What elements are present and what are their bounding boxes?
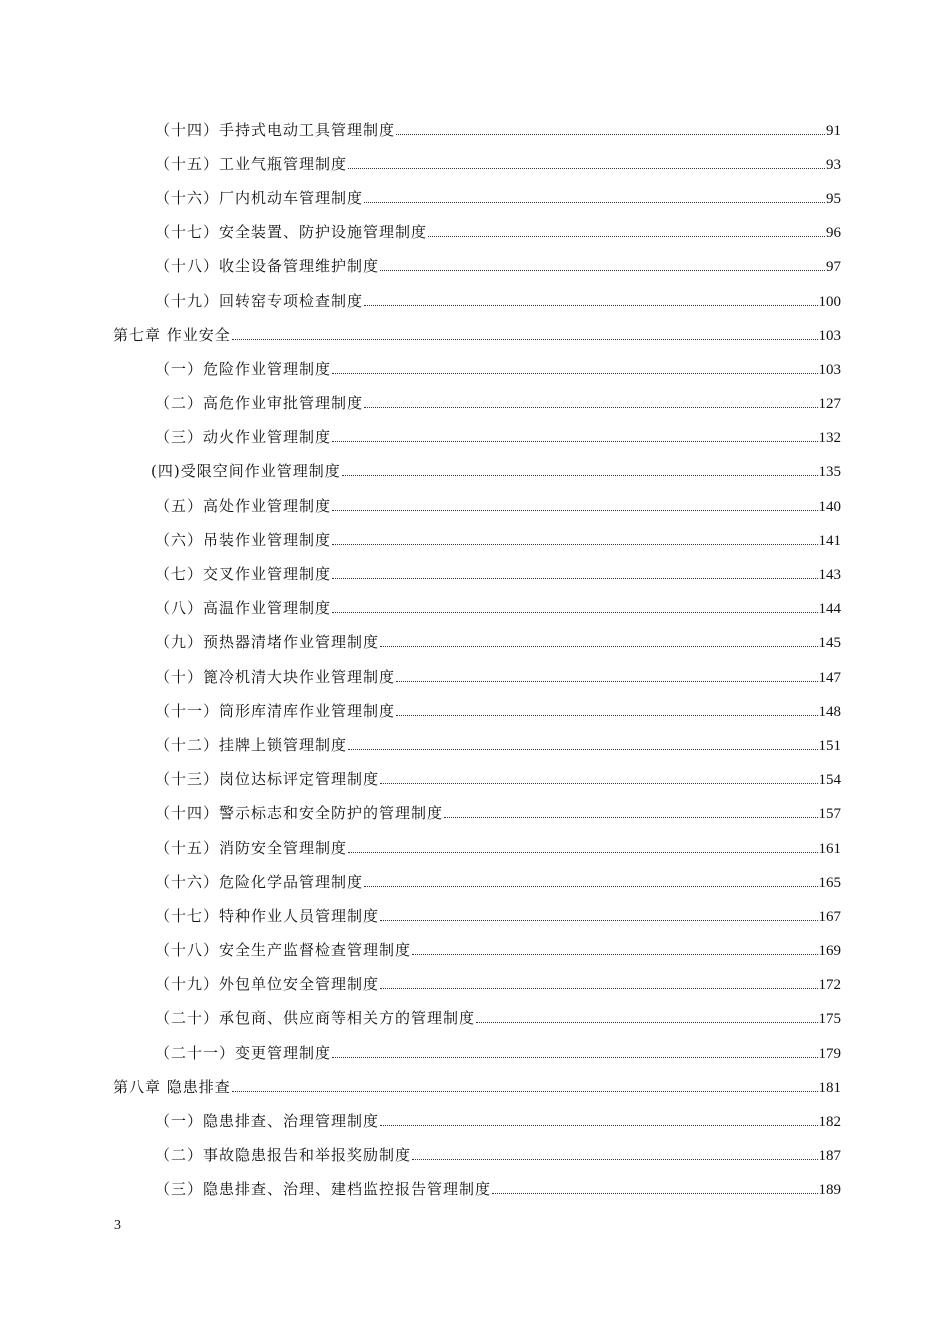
toc-entry-title: （十一）筒形库清库作业管理制度 [155, 701, 396, 720]
toc-entry-title: (四)受限空间作业管理制度 [151, 462, 341, 481]
toc-entry-title: （十二）挂牌上锁管理制度 [155, 735, 348, 754]
toc-entry-page: 135 [818, 464, 841, 481]
toc-entry-page: 169 [818, 943, 841, 960]
toc-entry-line [155, 222, 841, 243]
toc-entry-title: （十九）外包单位安全管理制度 [155, 975, 380, 994]
toc-section-entry[interactable] [0, 660, 950, 694]
toc-section-entry[interactable] [0, 694, 950, 728]
toc-entry-page: 95 [826, 190, 841, 207]
toc-dot-leader [332, 509, 817, 511]
toc-section-entry[interactable] [0, 968, 950, 1002]
toc-dot-leader [332, 543, 817, 545]
toc-dot-leader [380, 645, 817, 647]
toc-dot-leader [332, 611, 817, 613]
toc-section-entry[interactable] [0, 934, 950, 968]
toc-chapter-entry[interactable] [0, 1070, 950, 1104]
toc-entry-line [155, 803, 841, 824]
toc-section-entry[interactable] [0, 592, 950, 626]
toc-section-entry[interactable] [0, 387, 950, 421]
toc-entry-title: （七）交叉作业管理制度 [155, 565, 332, 584]
page-number: 3 [114, 1218, 121, 1233]
toc-entry-title: （九）预热器清堵作业管理制度 [155, 633, 380, 652]
toc-entry-page: 97 [826, 259, 841, 276]
toc-entry-line [155, 188, 841, 209]
toc-entry-line [155, 393, 841, 414]
toc-entry-line [113, 325, 841, 346]
toc-entry-line [155, 359, 841, 380]
toc-entry-page: 165 [818, 874, 841, 891]
toc-entry-line [155, 974, 841, 995]
toc-section-entry[interactable] [0, 1173, 950, 1207]
toc-dot-leader [492, 1192, 817, 1194]
toc-entry-line [155, 154, 841, 175]
toc-dot-leader [412, 953, 817, 955]
toc-entry-page: 161 [818, 840, 841, 857]
toc-entry-page: 93 [826, 156, 841, 173]
toc-entry-line [155, 906, 841, 927]
toc-dot-leader [444, 816, 817, 818]
toc-entry-page: 167 [818, 908, 841, 925]
toc-entry-page: 147 [818, 669, 841, 686]
toc-entry-page: 148 [818, 703, 841, 720]
toc-entry-line [155, 838, 841, 859]
toc-entry-page: 189 [818, 1182, 841, 1199]
toc-dot-leader [332, 577, 817, 579]
toc-dot-leader [332, 1056, 817, 1058]
toc-entry-title: 第七章 作业安全 [113, 325, 231, 344]
toc-entry-page: 103 [818, 361, 841, 378]
toc-entry-line [155, 1179, 841, 1200]
toc-dot-leader [364, 201, 825, 203]
toc-dot-leader [348, 851, 817, 853]
toc-entry-page: 154 [818, 772, 841, 789]
toc-entry-page: 181 [818, 1079, 841, 1096]
toc-chapter-entry[interactable] [0, 318, 950, 352]
toc-section-entry[interactable] [0, 797, 950, 831]
toc-dot-leader [232, 1090, 818, 1092]
toc-entry-line [155, 427, 841, 448]
toc-section-entry[interactable] [0, 181, 950, 215]
toc-entry-line [155, 667, 841, 688]
toc-entry-page: 175 [818, 1011, 841, 1028]
toc-section-entry[interactable] [0, 1104, 950, 1138]
toc-section-entry[interactable] [0, 831, 950, 865]
toc-dot-leader [396, 133, 825, 135]
toc-entry-page: 143 [818, 567, 841, 584]
toc-entry-title: （十）篦冷机清大块作业管理制度 [155, 667, 396, 686]
toc-entry-title: （一）隐患排查、治理管理制度 [155, 1112, 380, 1131]
toc-entry-page: 140 [818, 498, 841, 515]
toc-dot-leader [380, 1124, 817, 1126]
toc-dot-leader [348, 748, 817, 750]
toc-dot-leader [396, 714, 817, 716]
toc-entry-title: （五）高处作业管理制度 [155, 496, 332, 515]
toc-entry-page: 145 [818, 635, 841, 652]
toc-entry-line [155, 1043, 841, 1064]
toc-entry-title: （十六）危险化学品管理制度 [155, 872, 364, 891]
toc-entry-title: （十三）岗位达标评定管理制度 [155, 770, 380, 789]
toc-entry-line [151, 461, 841, 482]
toc-dot-leader [364, 304, 817, 306]
toc-entry-title: （十四）手持式电动工具管理制度 [155, 120, 396, 139]
toc-section-entry[interactable] [0, 1002, 950, 1036]
toc-entry-title: （三）隐患排查、治理、建档监控报告管理制度 [155, 1180, 492, 1199]
toc-entry-page: 100 [818, 293, 841, 310]
toc-dot-leader [232, 338, 818, 340]
toc-section-entry[interactable] [0, 728, 950, 762]
toc-entry-title: （十四）警示标志和安全防护的管理制度 [155, 804, 444, 823]
toc-dot-leader [364, 406, 817, 408]
toc-entry-title: （八）高温作业管理制度 [155, 599, 332, 618]
toc-entry-title: （十六）厂内机动车管理制度 [155, 188, 364, 207]
toc-entry-title: （二）高危作业审批管理制度 [155, 394, 364, 413]
toc-entry-line [155, 769, 841, 790]
toc-entry-line [155, 120, 841, 141]
toc-entry-page: 172 [818, 977, 841, 994]
toc-entry-title: （六）吊装作业管理制度 [155, 530, 332, 549]
toc-section-entry[interactable] [0, 421, 950, 455]
toc-section-entry[interactable] [0, 455, 950, 489]
toc-section-entry[interactable] [0, 899, 950, 933]
toc-section-entry[interactable] [0, 216, 950, 250]
toc-entry-page: 141 [818, 532, 841, 549]
toc-entry-title: （十八）安全生产监督检查管理制度 [155, 941, 412, 960]
toc-entry-title: （三）动火作业管理制度 [155, 428, 332, 447]
toc-dot-leader [332, 372, 817, 374]
toc-dot-leader [348, 167, 825, 169]
toc-entry-page: 144 [818, 601, 841, 618]
toc-entry-title: （十五）工业气瓶管理制度 [155, 154, 348, 173]
toc-section-entry[interactable] [0, 250, 950, 284]
toc-entry-page: 179 [818, 1045, 841, 1062]
toc-entry-page: 151 [818, 737, 841, 754]
toc-section-entry[interactable] [0, 557, 950, 591]
toc-dot-leader [364, 885, 817, 887]
toc-entry-page: 157 [818, 806, 841, 823]
toc-entry-page: 127 [818, 396, 841, 413]
toc-section-entry[interactable] [0, 626, 950, 660]
toc-entry-title: （二十一）变更管理制度 [155, 1043, 332, 1062]
toc-section-entry[interactable] [0, 352, 950, 386]
toc-entry-page: 132 [818, 430, 841, 447]
toc-section-entry[interactable] [0, 1139, 950, 1173]
toc-dot-leader [380, 269, 825, 271]
toc-entry-line [155, 632, 841, 653]
toc-dot-leader [380, 987, 817, 989]
toc-entry-line [155, 1008, 841, 1029]
toc-entry-page: 103 [818, 327, 841, 344]
toc-section-entry[interactable] [0, 489, 950, 523]
toc-entry-title: （二十）承包商、供应商等相关方的管理制度 [155, 1009, 476, 1028]
toc-section-entry[interactable] [0, 865, 950, 899]
toc-dot-leader [332, 440, 817, 442]
toc-entry-page: 182 [818, 1114, 841, 1131]
toc-section-entry[interactable] [0, 147, 950, 181]
toc-entry-title: （十八）收尘设备管理维护制度 [155, 257, 380, 276]
toc-section-entry[interactable] [0, 113, 950, 147]
toc-entry-page: 91 [826, 122, 841, 139]
toc-entry-line [155, 291, 841, 312]
toc-entry-title: 第八章 隐患排查 [113, 1077, 231, 1096]
toc-entry-line [155, 1111, 841, 1132]
toc-entry-title: （十九）回转窑专项检查制度 [155, 291, 364, 310]
toc-entry-title: （一）危险作业管理制度 [155, 359, 332, 378]
toc-entry-line [155, 256, 841, 277]
toc-entry-line [155, 735, 841, 756]
toc-dot-leader [476, 1021, 817, 1023]
toc-entry-line [155, 598, 841, 619]
toc-entry-page: 96 [826, 225, 841, 242]
toc-entry-line [155, 701, 841, 722]
toc-section-entry[interactable] [0, 284, 950, 318]
toc-entry-title: （十七）安全装置、防护设施管理制度 [155, 223, 428, 242]
toc-entry-line [155, 940, 841, 961]
toc-dot-leader [380, 919, 817, 921]
toc-entry-title: （十五）消防安全管理制度 [155, 838, 348, 857]
toc-entry-page: 187 [818, 1148, 841, 1165]
toc-entry-line [155, 872, 841, 893]
toc-entry-line [155, 564, 841, 585]
toc-entry-line [155, 1145, 841, 1166]
toc-entry-line [113, 1077, 841, 1098]
toc-entry-title: （二）事故隐患报告和举报奖励制度 [155, 1146, 412, 1165]
toc-dot-leader [428, 235, 825, 237]
toc-dot-leader [342, 474, 818, 476]
toc-section-entry[interactable] [0, 523, 950, 557]
toc-entry-line [155, 530, 841, 551]
toc-entry-title: （十七）特种作业人员管理制度 [155, 906, 380, 925]
toc-dot-leader [380, 782, 817, 784]
toc-section-entry[interactable] [0, 1036, 950, 1070]
toc-entry-line [155, 496, 841, 517]
toc-dot-leader [412, 1158, 817, 1160]
table-of-contents [0, 113, 950, 1207]
toc-dot-leader [396, 680, 817, 682]
toc-section-entry[interactable] [0, 763, 950, 797]
